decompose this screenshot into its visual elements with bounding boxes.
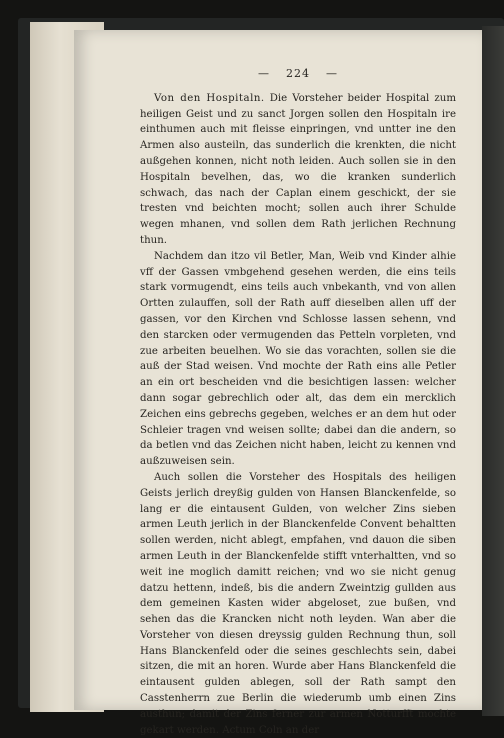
paragraph [140, 249, 456, 470]
page-number: — 224 — [258, 67, 338, 80]
paragraph [140, 470, 456, 738]
paragraph [140, 91, 456, 249]
section-heading: Von den Hospitaln. [154, 92, 265, 104]
paragraph-text: Nachdem dan itzo vil Betler, Man, Weib vnd Kinder alhie vff der Gassen vmbgehend gesehen werden, die eins teils stark vormugendt, eins teils auch vnbekanth, vnd von allen Ortten zulauffen, soll der Rath auff dieselben allen uff der gassen, vor den Kirchen vnd Schlosse lassen sehenn, vnd den starcken oder vermugenden das Petteln vorpleten, vnd zue arbeiten beuelhen. Wo sie das vorachten, sollen sie die auß der Stad weisen. Vnd mochte der Rath eins alle Petler an ein ort bescheiden vnd die besichtigen lassen: welcher dann sogar gebrechlich oder alt, das dem ein mercklich Zeichen eins gebrechs gegeben, welches er an dem hut oder Schleier tragen vnd weisen sollte; dabei dan die andern, so da betlen vnd das Zeichen nicht haben, leicht zu kennen vnd außzuweisen sein. [140, 250, 456, 468]
right-cover-edge [482, 26, 504, 716]
paragraph-text: Die Vorsteher beider Hospital zum heiligen Geist und zu sanct Jorgen sollen den Hospitaln ire einthumen auch mit fleisse einpringen, vnd untter ine den Armen also austeiln, das sunderlich die krenkten, die nicht außgehen konnen, nicht noth leiden. Auch sollen sie in den Hospitaln bevelhen, das, wo die kranken sunderlich schwach, das nach der Caplan einem geschickt, der sie tresten vnd beichten mocht; sollen auch ihrer Schulde wegen mhanen, vnd sollen dem Rath jerlichen Rechnung thun. [140, 92, 456, 246]
page-text [140, 66, 456, 738]
paragraph-text: Auch sollen die Vorsteher des Hospitals des heiligen Geists jerlich dreyßig gulden von Hansen Blanckenfelde, so lang er die eintausent Gulden, von welcher Zins sieben armen Leuth jerlich in der Blanckenfelde Convent behaltten sollen werden, nicht ablegt, empfahen, vnd dauon die siben armen Leuth in der Blanckenfelde stifft vnterhaltten, vnd so weit ine moglich damitt reichen; vnd wo sie nicht genug datzu hettenn, indeß, bis die andern Zweintzig gullden aus dem gemeinen Kasten wider abgeloset, zue bußen, vnd sehen das die Krancken nicht noth leyden. Wan aber die Vorsteher von diesen dreyssig gulden Rechnung thun, soll Hans Blanckenfeld oder die seines geschlechts sein, dabei sitzen, die mit an horen. Wurde aber Hans Blanckenfeld die eintausent gulden ablegen, soll der Rath sampt den Casstenherrn zue Berlin die wiederumb umb einen Zins austhun; damit der Zins ferner zur armen Notturfft mochte gekart werden. Actum Coln an der [140, 471, 456, 736]
